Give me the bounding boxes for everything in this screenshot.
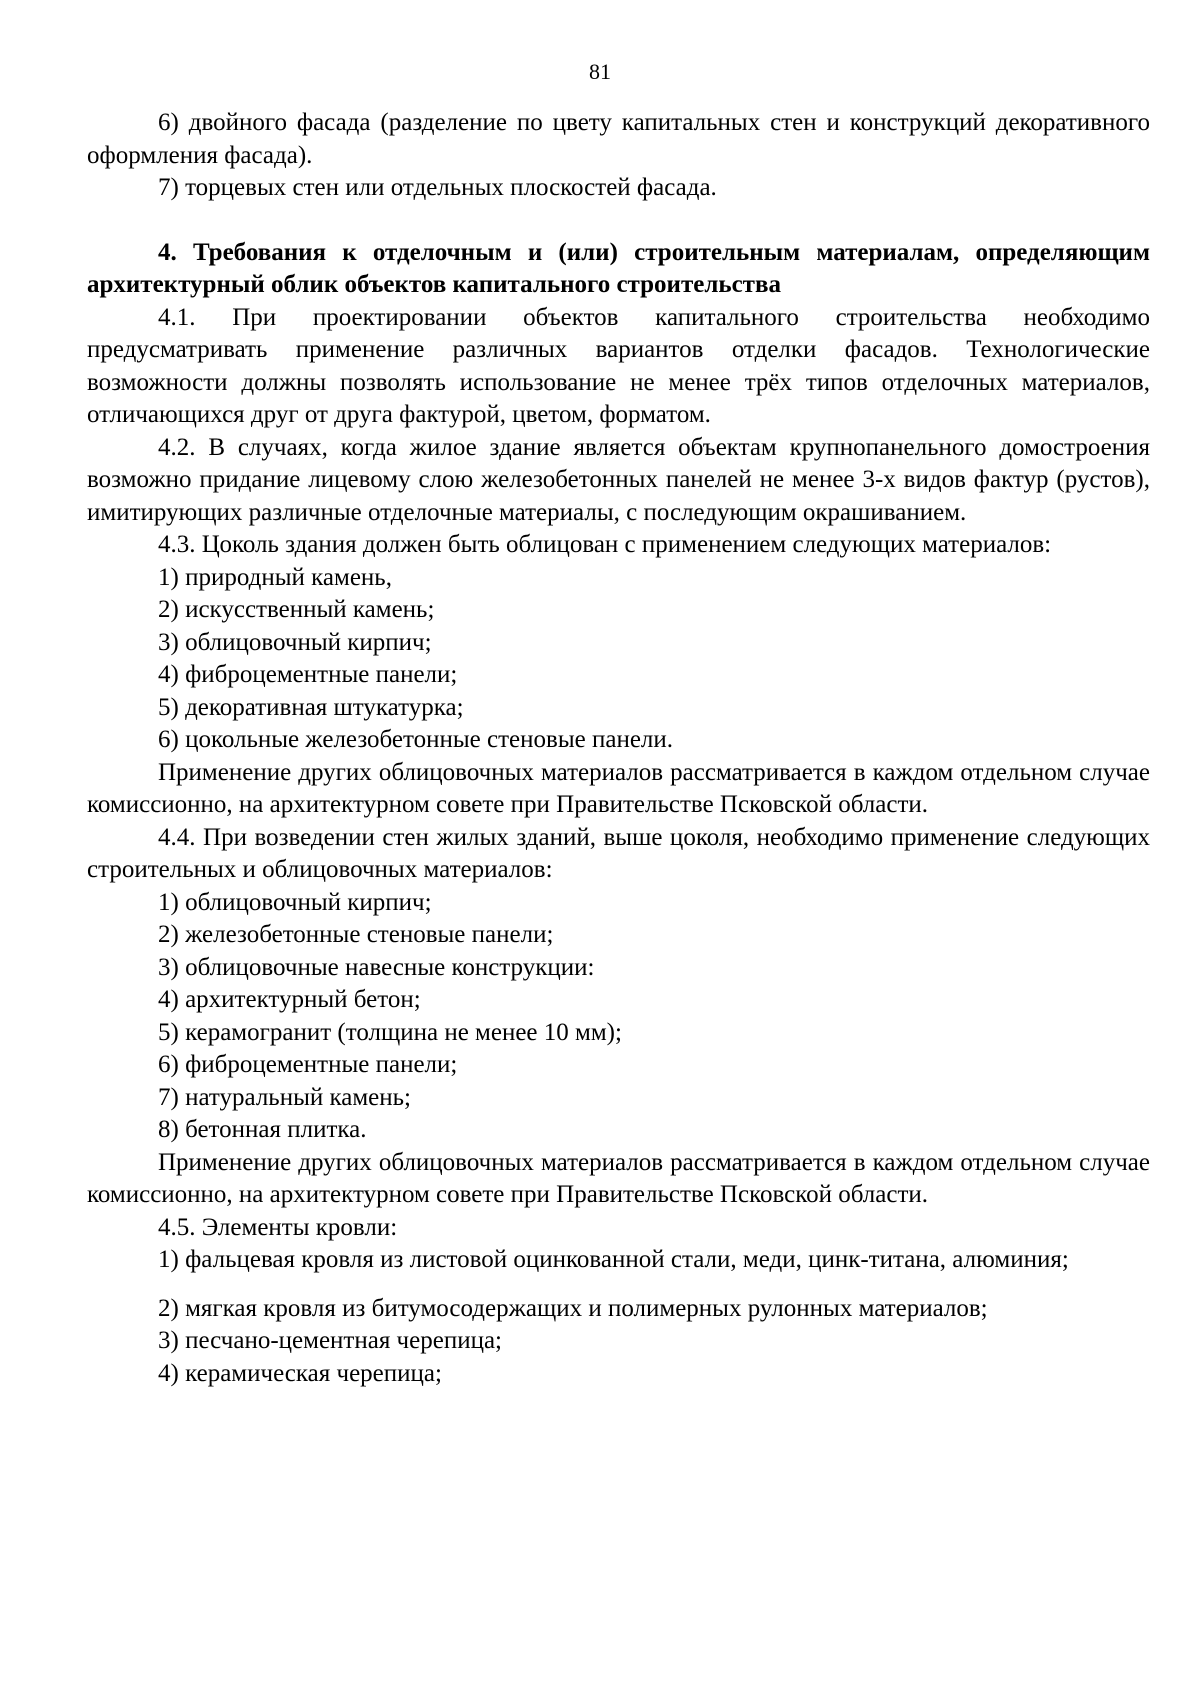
list-item: 4) фиброцементные панели; [158, 661, 458, 688]
spacer [87, 1277, 1150, 1293]
page-number: 81 [589, 59, 611, 84]
page-content [87, 107, 1150, 1390]
list-item: 1) фальцевая кровля из листовой оцинкованной стали, меди, цинк-титана, алюминия; [158, 1246, 1069, 1273]
note-4-3: Применение других облицовочных материалов рассматривается в каждом отдельном случае комиссионно, на архитектурном совете при Правительстве Псковской области. [87, 758, 1150, 818]
list-item: 2) железобетонные стеновые панели; [158, 921, 554, 948]
list-item: 5) керамогранит (толщина не менее 10 мм); [158, 1018, 622, 1046]
list-item: 3) облицовочный кирпич; [158, 628, 432, 656]
list-item: 6) фиброцементные панели; [158, 1051, 458, 1078]
paragraph-4-5: 4.5. Элементы кровли: [158, 1213, 398, 1241]
list-item: 4) керамическая черепица; [158, 1359, 442, 1387]
list-item: 2) мягкая кровля из битумосодержащих и полимерных рулонных материалов; [158, 1294, 988, 1322]
list-item: 7) натуральный камень; [158, 1083, 412, 1111]
intro-item-6: 6) двойного фасада (разделение по цвету капитальных стен и конструкций декоративного оформления фасада). [87, 109, 1150, 169]
list-item: 4) архитектурный бетон; [158, 986, 421, 1013]
list-item: 2) искусственный камень; [158, 596, 435, 623]
section-heading: 4. Требования к отделочным и (или) строительным материалам, определяющим архитектурный облик объектов капитального строительства [87, 238, 1150, 298]
list-item: 1) природный камень, [158, 563, 392, 591]
list-item: 3) облицовочные навесные конструкции: [158, 953, 595, 981]
list-item: 6) цокольные железобетонные стеновые панели. [158, 726, 674, 753]
paragraph-4-3: 4.3. Цоколь здания должен быть облицован с применением следующих материалов: [158, 531, 1052, 558]
paragraph-4-2: 4.2. В случаях, когда жилое здание является объектам крупнопанельного домостроения возможно придание лицевому слою железобетонных панелей не менее 3-х видов фактур (рустов), имитирующих различные отделочные материалы, с последующим окрашиванием. [87, 433, 1150, 526]
list-item: 3) песчано-цементная черепица; [158, 1327, 503, 1354]
paragraph-4-1: 4.1. При проектировании объектов капитального строительства необходимо предусматривать применение различных вариантов отделки фасадов. Технологические возможности должны позволять использование не менее трёх типов отделочных материалов, отличающихся друг от друга фактурой, цветом, форматом. [87, 303, 1150, 428]
list-item: 8) бетонная плитка. [158, 1116, 367, 1143]
paragraph-4-4: 4.4. При возведении стен жилых зданий, выше цоколя, необходимо применение следующих строительных и облицовочных материалов: [87, 823, 1150, 883]
list-item: 1) облицовочный кирпич; [158, 888, 432, 916]
spacer [87, 205, 1150, 237]
list-item: 5) декоративная штукатурка; [158, 693, 464, 721]
note-4-4: Применение других облицовочных материалов рассматривается в каждом отдельном случае комиссионно, на архитектурном совете при Правительстве Псковской области. [87, 1148, 1150, 1208]
intro-item-7: 7) торцевых стен или отдельных плоскостей фасада. [158, 174, 717, 201]
